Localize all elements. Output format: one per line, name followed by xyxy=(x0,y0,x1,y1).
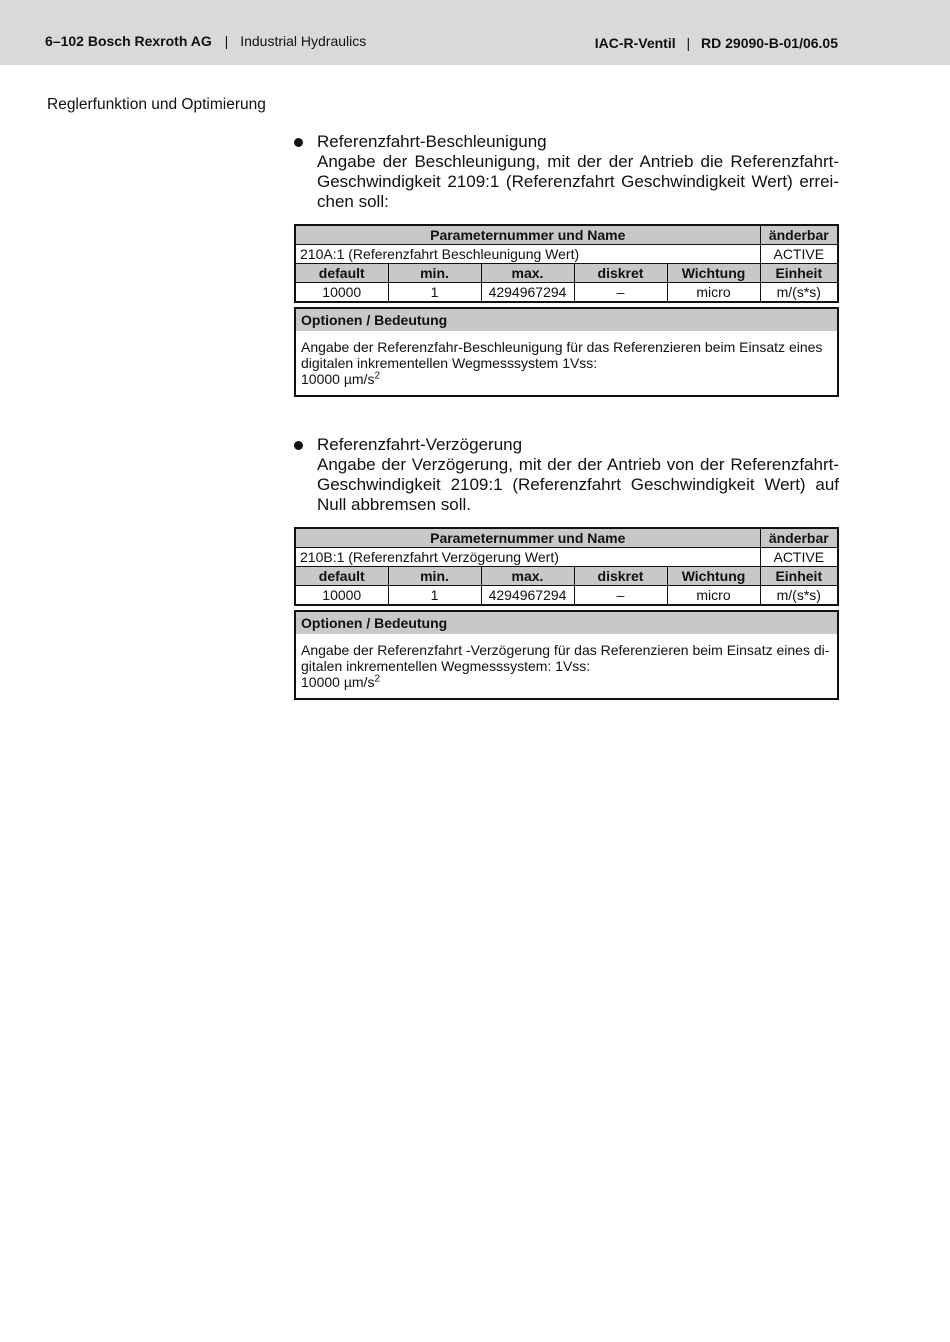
header-default: default xyxy=(295,264,388,283)
header-weighting: Wichtung xyxy=(667,264,760,283)
value-discrete: – xyxy=(574,586,667,606)
bullet-item xyxy=(294,132,839,212)
header-default: default xyxy=(295,567,388,586)
value-default: 10000 xyxy=(295,283,388,303)
header-max: max. xyxy=(481,567,574,586)
bullet-icon xyxy=(294,441,303,450)
header-min: min. xyxy=(388,264,481,283)
header-discrete: diskret xyxy=(574,264,667,283)
param-name-cell: 210A:1 (Referenzfahrt Beschleunigung Wert) xyxy=(295,245,760,264)
options-value-exponent: 2 xyxy=(374,370,381,382)
bullet-title: Referenzfahrt-Beschleunigung xyxy=(317,132,547,151)
value-max: 4294967294 xyxy=(481,283,574,303)
value-default: 10000 xyxy=(295,586,388,606)
description-line: chen soll: xyxy=(317,192,389,211)
bullet-icon xyxy=(294,138,303,147)
page-header xyxy=(0,0,950,65)
options-line: Angabe der Referenzfahrt -Verzögerung für das Referenzieren beim Einsatz eines di- xyxy=(301,642,830,658)
bullet-item xyxy=(294,435,839,515)
options-line: Angabe der Referenzfahr-Beschleunigung für das Referenzieren beim Einsatz eines xyxy=(301,339,823,355)
options-line: digitalen inkrementellen Wegmesssystem 1Vss: xyxy=(301,355,598,371)
param-name-cell: 210B:1 (Referenzfahrt Verzögerung Wert) xyxy=(295,548,760,567)
value-discrete: – xyxy=(574,283,667,303)
options-body xyxy=(296,634,837,698)
document-reference: RD 29090-B-01/06.05 xyxy=(701,35,838,51)
column-header-changeable: änderbar xyxy=(760,225,838,245)
header-max: max. xyxy=(481,264,574,283)
options-value-text: 10000 µm/s xyxy=(301,674,375,690)
column-header-changeable: änderbar xyxy=(760,528,838,548)
page-number: 6–102 xyxy=(45,33,84,49)
division-name: Industrial Hydraulics xyxy=(240,33,367,49)
product-name: IAC-R-Ventil xyxy=(594,35,676,51)
options-line: gitalen inkrementellen Wegmesssystem: 1Vss: xyxy=(301,658,591,674)
value-min: 1 xyxy=(388,586,481,606)
header-discrete: diskret xyxy=(574,567,667,586)
bullet-description xyxy=(317,455,839,515)
header-separator-right: | xyxy=(686,35,691,51)
description-line: Angabe der Verzögerung, mit der der Antrieb von der Referenzfahrt- xyxy=(317,455,839,474)
header-min: min. xyxy=(388,567,481,586)
value-min: 1 xyxy=(388,283,481,303)
options-body xyxy=(296,331,837,395)
changeable-cell: ACTIVE xyxy=(760,548,838,567)
options-title: Optionen / Bedeutung xyxy=(296,612,837,634)
value-unit: m/(s*s) xyxy=(760,283,838,303)
bullet-title: Referenzfahrt-Verzögerung xyxy=(317,435,523,454)
description-line: Null abbremsen soll. xyxy=(317,495,472,514)
header-weighting: Wichtung xyxy=(667,567,760,586)
header-separator: | xyxy=(224,33,229,49)
options-value xyxy=(301,371,831,387)
header-unit: Einheit xyxy=(760,567,838,586)
parameter-table xyxy=(294,527,839,606)
options-value xyxy=(301,674,831,690)
options-value-text: 10000 µm/s xyxy=(301,371,375,387)
changeable-cell: ACTIVE xyxy=(760,245,838,264)
options-title: Optionen / Bedeutung xyxy=(296,309,837,331)
parameter-table xyxy=(294,224,839,303)
column-header-param-name: Parameternummer und Name xyxy=(295,528,760,548)
options-box xyxy=(294,307,839,397)
column-header-param-name: Parameternummer und Name xyxy=(295,225,760,245)
options-value-exponent: 2 xyxy=(374,673,381,685)
header-right xyxy=(595,35,838,51)
section-title: Reglerfunktion und Optimierung xyxy=(47,96,266,113)
value-max: 4294967294 xyxy=(481,586,574,606)
parameter-block-acceleration xyxy=(294,132,839,397)
description-line: Angabe der Beschleunigung, mit der der Antrieb die Referenzfahrt- xyxy=(317,152,839,171)
bullet-description xyxy=(317,152,839,212)
value-unit: m/(s*s) xyxy=(760,586,838,606)
options-box xyxy=(294,610,839,700)
value-weighting: micro xyxy=(667,283,760,303)
description-line: Geschwindigkeit 2109:1 (Referenzfahrt Geschwindigkeit Wert) errei- xyxy=(317,172,839,191)
company-name: Bosch Rexroth AG xyxy=(87,33,212,49)
value-weighting: micro xyxy=(667,586,760,606)
header-unit: Einheit xyxy=(760,264,838,283)
parameter-block-deceleration xyxy=(294,435,839,700)
header-left xyxy=(45,33,366,49)
description-line: Geschwindigkeit 2109:1 (Referenzfahrt Geschwindigkeit Wert) auf xyxy=(317,475,839,494)
